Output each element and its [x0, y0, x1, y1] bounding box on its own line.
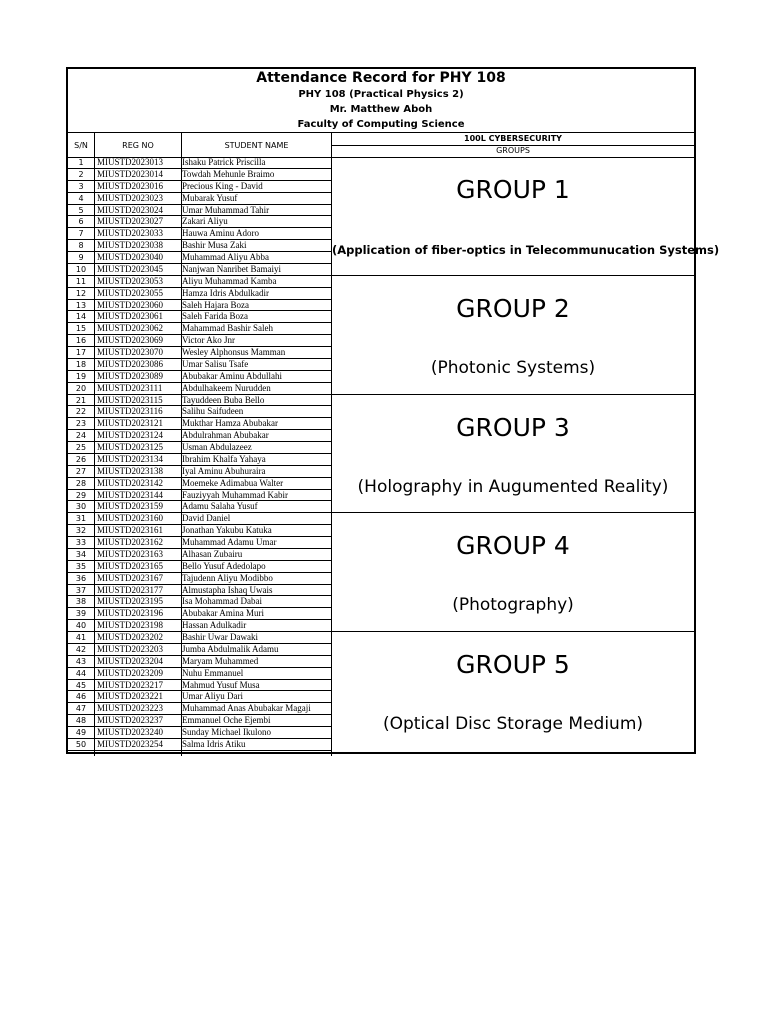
table-row [68, 691, 332, 703]
student-name: Saleh Farida Boza [182, 311, 248, 322]
table-row [68, 680, 332, 692]
student-name: Ibrahim Khalfa Yahaya [182, 453, 266, 464]
table-row [68, 430, 332, 442]
serial-number: 27 [75, 466, 87, 476]
student-name: Muhammad Aliyu Abba [182, 252, 269, 262]
table-row [68, 525, 332, 537]
reg-number: MIUSTD2023202 [97, 632, 164, 642]
table-row [68, 347, 332, 359]
reg-no-label: REG NO [122, 140, 154, 150]
student-name: Aliyu Muhammad Kamba [182, 275, 277, 286]
student-name: Almustapha Ishaq Uwais [182, 584, 273, 595]
serial-number: 35 [75, 561, 87, 571]
serial-number: 15 [75, 324, 87, 334]
reg-number: MIUSTD2023069 [97, 335, 164, 346]
table-row [68, 454, 332, 466]
serial-number: 12 [75, 288, 87, 298]
column-header-sn: S/N [74, 140, 88, 150]
serial-number: 11 [75, 276, 87, 286]
serial-number: 47 [75, 704, 87, 714]
student-name: Salihu Saifudeen [182, 406, 244, 417]
student-name: Isa Mohammad Dabai [182, 596, 262, 607]
reg-number: MIUSTD2023089 [97, 370, 164, 381]
table-row [68, 561, 332, 573]
table-row [68, 490, 332, 502]
table-row [68, 573, 332, 585]
serial-number: 49 [75, 728, 87, 737]
table-row [68, 585, 332, 597]
reg-number: MIUSTD2023053 [97, 275, 164, 286]
table-row [68, 668, 332, 680]
student-name: Hassan Adulkadir [182, 620, 247, 631]
table-row [68, 216, 332, 228]
reg-number: MIUSTD2023138 [97, 465, 164, 476]
student-name: Bashir Uwar Dawaki [182, 632, 258, 642]
table-row [68, 727, 332, 739]
student-name: Nanjwan Nanribet Bamaiyi [182, 263, 281, 274]
student-name: Mahammad Bashir Saleh [182, 323, 273, 334]
serial-number: 2 [78, 169, 84, 179]
student-name: Moemeke Adimabua Walter [182, 477, 284, 488]
serial-number: 22 [75, 407, 87, 417]
reg-number: MIUSTD2023055 [97, 287, 164, 298]
reg-number: MIUSTD2023217 [97, 679, 164, 690]
table-row [68, 632, 332, 644]
student-name: Mukthar Hamza Abubakar [182, 418, 278, 429]
reg-number: MIUSTD2023159 [97, 501, 164, 512]
reg-number: MIUSTD2023165 [97, 560, 164, 571]
serial-number: 23 [75, 419, 87, 429]
serial-number: 6 [78, 217, 84, 227]
section-label: 100L CYBERSECURITY [464, 134, 562, 143]
student-name: David Daniel [182, 513, 231, 524]
reg-number: MIUSTD2023116 [97, 406, 163, 417]
table-row [68, 406, 332, 418]
table-row [68, 620, 332, 632]
group-block [332, 395, 694, 514]
table-row [68, 335, 332, 347]
serial-number: 29 [75, 490, 87, 500]
table-row [68, 228, 332, 240]
group-topic: (Holography in Augumented Reality) [357, 476, 669, 497]
serial-number: 40 [75, 621, 87, 631]
serial-number: 32 [75, 526, 87, 536]
table-row [68, 549, 332, 561]
student-name: Mubarak Yusuf [182, 192, 238, 203]
course-name: PHY 108 (Practical Physics 2) [298, 89, 464, 100]
group-block [332, 157, 720, 276]
group-title: GROUP 2 [456, 293, 570, 323]
table-row [68, 264, 332, 276]
faculty-name: Faculty of Computing Science [297, 119, 465, 130]
serial-number: 4 [78, 193, 84, 203]
serial-number: 37 [75, 585, 87, 595]
serial-number: 34 [75, 549, 87, 559]
group-title: GROUP 4 [456, 531, 570, 561]
serial-number: 38 [75, 597, 87, 607]
serial-number: 42 [75, 644, 87, 654]
reg-number: MIUSTD2023111 [97, 382, 163, 393]
serial-number: 46 [75, 692, 87, 702]
reg-number: MIUSTD2023023 [97, 192, 164, 203]
reg-number: MIUSTD2023221 [97, 691, 164, 702]
groups-label: GROUPS [496, 146, 530, 155]
reg-number: MIUSTD2023124 [97, 430, 164, 441]
serial-number: 43 [75, 656, 87, 666]
table-row [68, 703, 332, 715]
group-block [332, 513, 694, 632]
reg-number: MIUSTD2023144 [97, 489, 164, 500]
table-row [68, 288, 332, 300]
student-name: Abdulhakeem Nurudden [182, 382, 271, 393]
reg-number: MIUSTD2023038 [97, 240, 164, 251]
table-row [68, 276, 332, 288]
student-name: Maryam Muhammed [182, 655, 259, 666]
reg-number: MIUSTD2023254 [97, 738, 164, 749]
group-topic: (Photonic Systems) [430, 357, 596, 378]
reg-number: MIUSTD2023121 [97, 418, 164, 429]
reg-number: MIUSTD2023162 [97, 537, 164, 547]
student-name: Adamu Salaha Yusuf [182, 501, 258, 512]
reg-number: MIUSTD2023014 [97, 168, 164, 179]
serial-number: 30 [75, 502, 87, 512]
serial-number: 28 [75, 478, 87, 488]
student-name: Wesley Alphonsus Mamman [182, 347, 286, 357]
student-name: Fauziyyah Muhammad Kabir [182, 489, 288, 500]
serial-number: 10 [75, 264, 87, 274]
serial-number: 26 [75, 454, 87, 464]
group-block [332, 632, 694, 751]
student-name: Emmanuel Oche Ejembi [182, 715, 271, 726]
student-name: Abubakar Aminu Abdullahi [182, 370, 282, 381]
group-topic: (Optical Disc Storage Medium) [382, 714, 644, 735]
table-row [68, 157, 332, 169]
serial-number: 14 [75, 312, 87, 322]
table-row [68, 359, 332, 371]
student-name: Zakari Aliyu [182, 216, 228, 227]
serial-number: 8 [78, 241, 84, 251]
student-name: Jumba Abdulmalik Adamu [182, 643, 279, 654]
serial-number: 3 [78, 181, 84, 191]
reg-number: MIUSTD2023045 [97, 263, 164, 274]
reg-number: MIUSTD2023061 [97, 311, 164, 322]
student-name: Ishaku Patrick Priscilla [182, 157, 266, 167]
reg-number: MIUSTD2023040 [97, 252, 164, 262]
reg-number: MIUSTD2023115 [97, 394, 163, 405]
student-name: Hauwa Aminu Adoro [182, 228, 259, 239]
student-name: Usman Abdulazeez [182, 442, 252, 452]
serial-number: 48 [75, 716, 87, 726]
table-row [68, 501, 332, 513]
serial-number: 36 [75, 573, 87, 583]
table-row [68, 311, 332, 323]
reg-number: MIUSTD2023134 [97, 453, 164, 464]
group-title: GROUP 1 [456, 175, 570, 204]
reg-number: MIUSTD2023196 [97, 608, 164, 619]
serial-number: 16 [75, 336, 87, 346]
reg-number: MIUSTD2023013 [97, 157, 164, 167]
group-panel [332, 157, 720, 751]
student-name: Salma Idris Atiku [182, 738, 246, 749]
serial-number: 25 [75, 443, 87, 452]
serial-number: 39 [75, 609, 87, 619]
reg-number: MIUSTD2023163 [97, 548, 164, 559]
student-name: Precious King - David [182, 180, 263, 191]
student-name: Saleh Hajara Boza [182, 299, 249, 310]
table-row [68, 300, 332, 312]
reg-number: MIUSTD2023027 [97, 216, 164, 227]
reg-number: MIUSTD2023062 [97, 323, 164, 334]
serial-number: 24 [75, 431, 87, 441]
table-row [68, 205, 332, 217]
reg-number: MIUSTD2023033 [97, 228, 164, 239]
student-name: Jonathan Yakubu Katuka [182, 525, 272, 536]
table-row [68, 418, 332, 430]
student-name: Iyal Aminu Abuhuraira [182, 465, 266, 476]
reg-number: MIUSTD2023070 [97, 347, 164, 357]
student-name: Towdah Mehunle Braimo [182, 168, 275, 179]
column-header-reg-no [95, 133, 181, 157]
serial-number: 13 [75, 300, 87, 310]
reg-number: MIUSTD2023086 [97, 358, 164, 369]
student-name: Alhasan Zubairu [182, 548, 243, 559]
student-name: Tajudenn Aliyu Modibbo [182, 572, 273, 583]
table-row [68, 739, 332, 751]
reg-number: MIUSTD2023204 [97, 655, 164, 666]
student-name: Nuhu Emmanuel [182, 667, 244, 678]
table-row [68, 395, 332, 407]
table-row [68, 193, 332, 205]
table-row [68, 240, 332, 252]
reg-number: MIUSTD2023195 [97, 596, 164, 607]
student-name: Bashir Musa Zaki [182, 240, 247, 251]
student-name: Muhammad Adamu Umar [182, 537, 277, 547]
student-name: Tayuddeen Buba Bello [182, 394, 265, 405]
serial-number: 41 [75, 633, 87, 642]
serial-number: 50 [75, 739, 87, 749]
table-row [68, 656, 332, 668]
serial-number: 33 [75, 538, 87, 547]
reg-number: MIUSTD2023125 [97, 442, 164, 452]
student-name: Muhammad Anas Abubakar Magaji [182, 703, 311, 714]
reg-number: MIUSTD2023060 [97, 299, 164, 310]
group-topic: (Application of fiber-optics in Telecommunucation Systems) [332, 243, 720, 257]
table-row [68, 169, 332, 181]
serial-number: 19 [75, 371, 87, 381]
reg-number: MIUSTD2023223 [97, 703, 164, 714]
serial-number: 21 [75, 395, 87, 405]
serial-number: 20 [75, 383, 87, 393]
table-row [68, 323, 332, 335]
student-name: Umar Salisu Tsafe [182, 358, 249, 369]
table-row [68, 466, 332, 478]
reg-number: MIUSTD2023016 [97, 180, 164, 191]
student-name: Hamza Idris Abdulkadir [182, 287, 269, 298]
serial-number: 17 [75, 348, 87, 357]
table-row [68, 442, 332, 454]
serial-number: 5 [78, 205, 84, 215]
reg-number: MIUSTD2023237 [97, 715, 164, 726]
student-name: Victor Ako Jnr [182, 335, 235, 346]
serial-number: 18 [75, 359, 87, 369]
reg-number: MIUSTD2023142 [97, 477, 164, 488]
serial-number: 31 [75, 514, 87, 524]
table-row [68, 478, 332, 490]
table-row [68, 644, 332, 656]
reg-number: MIUSTD2023167 [97, 572, 164, 583]
reg-number: MIUSTD2023209 [97, 667, 164, 678]
serial-number: 45 [75, 680, 87, 690]
group-topic: (Photography) [452, 595, 574, 616]
group-title: GROUP 5 [456, 650, 570, 680]
student-name: Mahmud Yusuf Musa [182, 679, 260, 690]
serial-number: 44 [75, 668, 87, 678]
lecturer-name: Mr. Matthew Aboh [329, 104, 433, 115]
sheet-title: Attendance Record for PHY 108 [256, 70, 506, 86]
serial-number: 1 [78, 158, 84, 167]
reg-number: MIUSTD2023161 [97, 525, 164, 536]
student-name: Umar Muhammad Tahir [182, 204, 270, 215]
table-row [68, 537, 332, 549]
table-row [68, 608, 332, 620]
serial-number: 9 [78, 253, 84, 262]
table-row [68, 596, 332, 608]
student-rows [68, 157, 332, 751]
student-name: Bello Yusuf Adedolapo [182, 560, 266, 571]
student-name: Sunday Michael Ikulono [182, 727, 271, 737]
reg-number: MIUSTD2023203 [97, 643, 164, 654]
reg-number: MIUSTD2023177 [97, 584, 164, 595]
reg-number: MIUSTD2023240 [97, 727, 164, 737]
reg-number: MIUSTD2023160 [97, 513, 164, 524]
student-name: Abdulrahman Abubakar [182, 430, 269, 441]
group-title: GROUP 3 [456, 412, 570, 442]
reg-number: MIUSTD2023198 [97, 620, 164, 631]
group-block [332, 276, 694, 395]
student-name: Umar Aliyu Dari [182, 691, 243, 702]
serial-number: 7 [78, 229, 84, 239]
table-row [68, 715, 332, 727]
attendance-sheet [66, 67, 720, 754]
student-name: Abubakar Amina Muri [182, 608, 264, 619]
table-row [68, 181, 332, 193]
table-row [68, 383, 332, 395]
table-row [68, 513, 332, 525]
table-row [68, 371, 332, 383]
table-row [68, 252, 332, 264]
reg-number: MIUSTD2023024 [97, 204, 164, 215]
column-header-student-name: STUDENT NAME [224, 140, 289, 150]
